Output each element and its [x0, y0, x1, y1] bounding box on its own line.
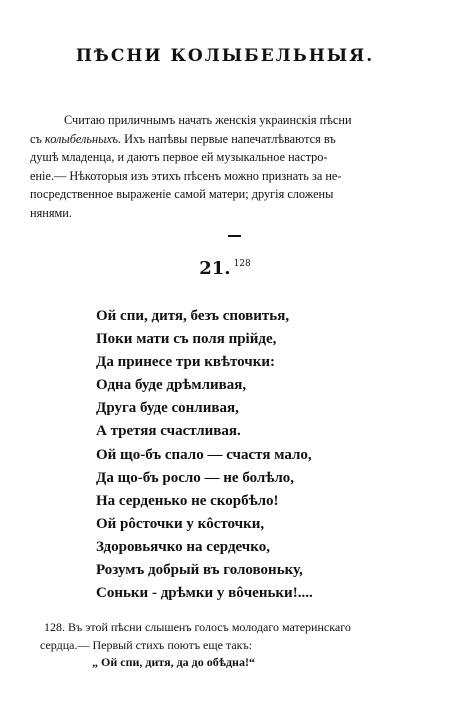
footnote-line-1: 128. Въ этой пѣсни слышенъ голосъ молодаго материнскаго — [44, 620, 351, 634]
intro-line-3: душѣ младенца, и даютъ первое ей музыкальное настро- — [30, 150, 328, 165]
verse-line: Ой що-бъ спало — счастя мало, — [96, 446, 312, 463]
intro-emphasis: колыбельныхъ. — [44, 131, 122, 146]
verse-line: Поки мати съ поля прійде, — [96, 331, 277, 348]
verse-line: Ой спи, дитя, безъ сповитья, — [96, 308, 290, 324]
verse-line: Да що-бъ росло — не болѣло, — [96, 469, 295, 486]
footnote-quote: „ Ой спи, дитя, да до обѣдна!“ — [92, 655, 255, 669]
intro-line-5: посредственное выраженіе самой матери; другія сложены — [30, 187, 334, 202]
verse-line: Одна буде дрѣмливая, — [96, 377, 247, 394]
song-number — [0, 258, 450, 279]
footnote-line-2: сердца.— Первый стихъ поютъ еще такъ: — [40, 637, 253, 652]
footnote — [40, 619, 430, 672]
intro-line-4: еніе.— Нѣкоторыя изъ этихъ пѣсенъ можно признать за не- — [30, 168, 342, 183]
intro-line-6: нянями. — [30, 205, 72, 220]
verse-line: Ой рôсточки у кôсточки, — [96, 515, 265, 532]
intro-line-2-end: Ихъ напѣвы первые напечатлѣваются въ — [121, 131, 336, 146]
ornament-dash — [228, 235, 241, 237]
intro-line-1: Считаю приличнымъ начать женскія украинскія пѣсни — [64, 113, 352, 127]
verse-line: Розумъ добрый въ головоньку, — [96, 562, 303, 579]
intro-line-2 — [30, 130, 414, 149]
verse-line: На серденько не скорбѣло! — [96, 492, 279, 509]
song-number-text: 21. — [199, 258, 231, 279]
intro-line-2-start: съ — [30, 131, 45, 146]
verse-line: Друга буде сонливая, — [96, 400, 239, 417]
page-title: ПѢСНИ КОЛЫБЕЛЬНЫЯ. — [75, 46, 375, 66]
verse-line: Да принесе три квѣточки: — [96, 354, 275, 371]
verse-line: Соньки - дрѣмки у вôченьки!.... — [96, 585, 313, 602]
verse-line: А третяя счастливая. — [96, 423, 241, 440]
verse-line: Здоровьячко на сердечко, — [96, 538, 270, 555]
song-verses — [96, 305, 396, 605]
intro-paragraph — [30, 111, 414, 223]
footnote-reference: 128 — [233, 259, 251, 269]
